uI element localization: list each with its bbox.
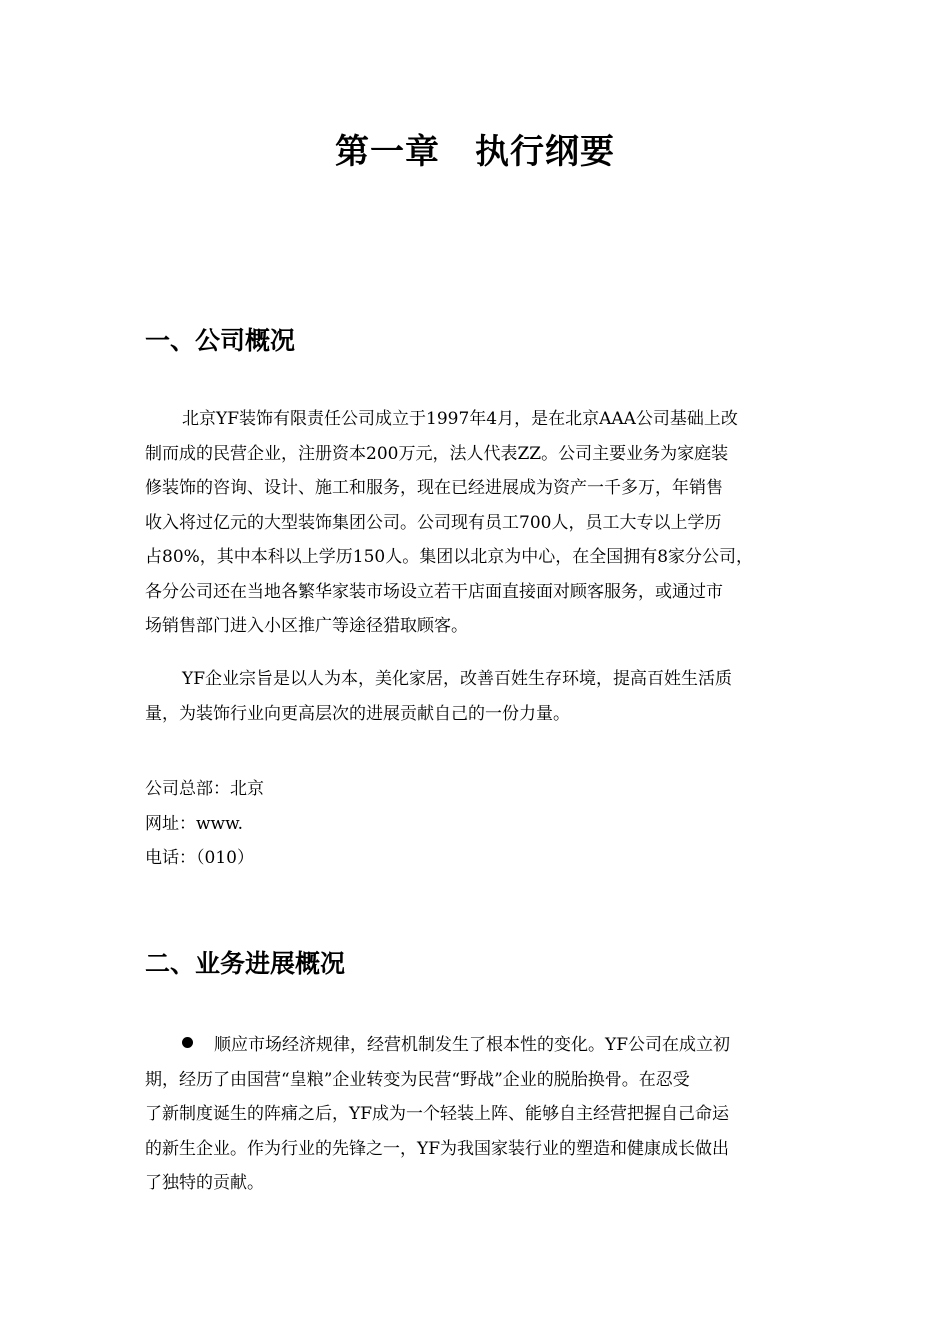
company-mission-paragraph: [145, 662, 817, 731]
paragraph-line: 北京YF装饰有限责任公司成立于1997年4月，是在北京AAA公司基础上改: [182, 409, 738, 429]
paragraph-line: 占80%，其中本科以上学历150人。集团以北京为中心，在全国拥有8家分公司，: [145, 547, 754, 567]
company-contact-info: [145, 772, 264, 876]
business-progress-paragraph: [145, 1028, 817, 1201]
chapter-title: 第一章 执行纲要: [335, 132, 615, 172]
phone-line: 电话：（010）: [145, 848, 254, 868]
paragraph-line: 制而成的民营企业，注册资本200万元，法人代表ZZ。公司主要业务为家庭装: [145, 443, 729, 464]
paragraph-line: 期，经历了由国营“皇粮”企业转变为民营“野战”企业的脱胎换骨。在忍受: [145, 1069, 690, 1090]
paragraph-line-text: 顺应市场经济规律，经营机制发生了根本性的变化。YF公司在成立初: [214, 1035, 731, 1055]
paragraph-line: 了新制度诞生的阵痛之后，YF成为一个轻装上阵、能够自主经营把握自己命运: [145, 1104, 730, 1124]
bullet-icon: [182, 1037, 193, 1048]
company-overview-paragraph: [145, 402, 817, 644]
paragraph-line: 场销售部门进入小区推广等途径猎取顾客。: [145, 616, 468, 636]
paragraph-line: 收入将过亿元的大型装饰集团公司。公司现有员工700人，员工大专以上学历: [145, 512, 722, 533]
website-line: 网址：www.: [145, 813, 244, 834]
paragraph-line: 了独特的贡献。: [145, 1173, 264, 1193]
section-heading-business-progress: 二、业务进展概况: [145, 949, 346, 978]
headquarters-line: 公司总部：北京: [145, 779, 264, 799]
section-heading-company-overview: 一、公司概况: [145, 326, 296, 355]
paragraph-line: YF企业宗旨是以人为本，美化家居，改善百姓生存环境，提高百姓生活质: [182, 669, 733, 689]
paragraph-line: 修装饰的咨询、设计、施工和服务，现在已经进展成为资产一千多万，年销售: [145, 478, 723, 498]
paragraph-line: 的新生企业。作为行业的先锋之一，YF为我国家装行业的塑造和健康成长做出: [145, 1138, 730, 1159]
bullet-line: [145, 1028, 817, 1063]
paragraph-line: 各分公司还在当地各繁华家装市场设立若干店面直接面对顾客服务，或通过市: [145, 581, 723, 602]
paragraph-line: 量，为装饰行业向更高层次的进展贡献自己的一份力量。: [145, 703, 570, 724]
